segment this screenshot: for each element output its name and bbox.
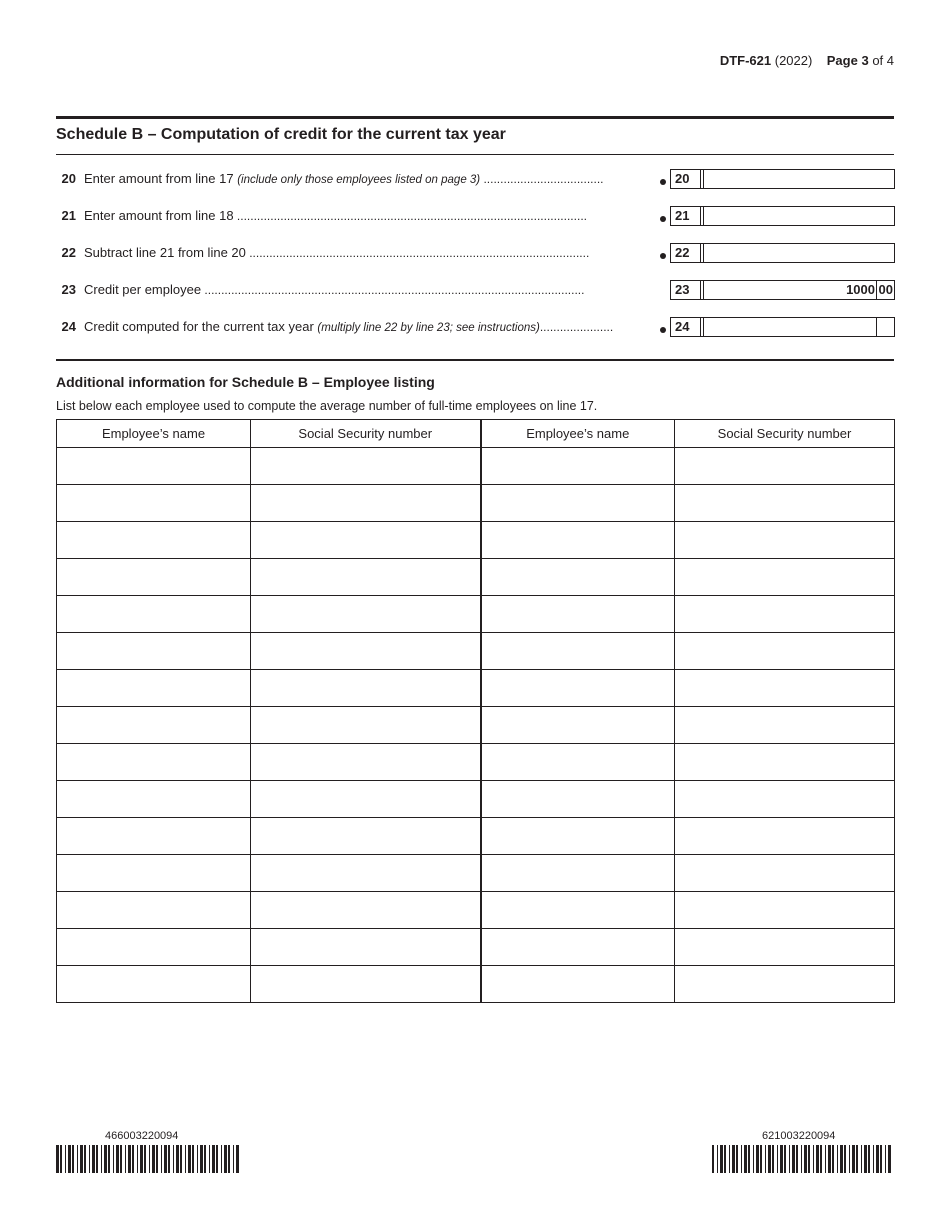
line-box-number: 22 bbox=[670, 243, 704, 263]
table-row bbox=[57, 596, 895, 633]
line-20 bbox=[56, 169, 894, 189]
barcode-bar bbox=[873, 1145, 874, 1173]
barcode-bar bbox=[108, 1145, 110, 1173]
barcode-bar bbox=[720, 1145, 723, 1173]
barcode-bar bbox=[92, 1145, 95, 1173]
employee-name-cell[interactable] bbox=[481, 485, 675, 522]
employee-name-cell[interactable] bbox=[57, 929, 251, 966]
line-22 bbox=[56, 243, 894, 263]
barcode-bar bbox=[724, 1145, 726, 1173]
barcode-bar bbox=[56, 1145, 59, 1173]
employee-name-cell[interactable] bbox=[57, 892, 251, 929]
required-bullet-icon bbox=[660, 179, 666, 185]
table-row bbox=[57, 559, 895, 596]
ssn-cell[interactable] bbox=[675, 448, 895, 485]
barcode-bar bbox=[876, 1145, 879, 1173]
barcode-bar bbox=[844, 1145, 846, 1173]
barcode-bar bbox=[832, 1145, 834, 1173]
barcode-bar bbox=[804, 1145, 807, 1173]
barcode-bar bbox=[156, 1145, 158, 1173]
barcode-bar bbox=[741, 1145, 742, 1173]
barcode-bar bbox=[228, 1145, 230, 1173]
barcode-bar bbox=[856, 1145, 858, 1173]
col-employee-name-1: Employee’s name bbox=[57, 420, 251, 448]
barcode-bar bbox=[765, 1145, 766, 1173]
ssn-cell[interactable] bbox=[251, 522, 481, 559]
barcode-bar bbox=[84, 1145, 86, 1173]
employee-name-cell[interactable] bbox=[481, 744, 675, 781]
line-number: 24 bbox=[61, 319, 76, 334]
ssn-cell[interactable] bbox=[675, 559, 895, 596]
line-description bbox=[84, 208, 660, 223]
barcode-bar bbox=[185, 1145, 186, 1173]
barcode-bar bbox=[813, 1145, 814, 1173]
barcode-bar bbox=[209, 1145, 210, 1173]
employee-name-cell[interactable] bbox=[481, 781, 675, 818]
barcode-bar bbox=[840, 1145, 843, 1173]
barcode-bar bbox=[712, 1145, 714, 1173]
ssn-cell[interactable] bbox=[675, 818, 895, 855]
ssn-cell[interactable] bbox=[251, 448, 481, 485]
barcode-bar bbox=[756, 1145, 759, 1173]
ssn-cell[interactable] bbox=[251, 670, 481, 707]
employee-name-cell[interactable] bbox=[481, 892, 675, 929]
barcode-right-image bbox=[712, 1145, 894, 1173]
barcode-bar bbox=[212, 1145, 215, 1173]
barcode-bar bbox=[864, 1145, 867, 1173]
ssn-cell[interactable] bbox=[251, 818, 481, 855]
ssn-cell[interactable] bbox=[251, 633, 481, 670]
required-bullet-icon bbox=[660, 216, 666, 222]
leader-dots: ...................................................................................................... bbox=[245, 246, 590, 260]
employee-name-cell[interactable] bbox=[57, 818, 251, 855]
ssn-cell[interactable] bbox=[251, 966, 481, 1003]
employee-name-cell[interactable] bbox=[57, 559, 251, 596]
ssn-cell[interactable] bbox=[675, 929, 895, 966]
required-bullet-icon bbox=[660, 253, 666, 259]
barcode-bar bbox=[197, 1145, 198, 1173]
barcode-bar bbox=[168, 1145, 170, 1173]
barcode-bar bbox=[880, 1145, 882, 1173]
barcode-bar bbox=[837, 1145, 838, 1173]
employee-name-cell[interactable] bbox=[57, 448, 251, 485]
line-description bbox=[84, 171, 660, 186]
ssn-cell[interactable] bbox=[675, 707, 895, 744]
employee-name-cell[interactable] bbox=[481, 670, 675, 707]
employee-name-cell[interactable] bbox=[57, 633, 251, 670]
employee-name-cell[interactable] bbox=[481, 966, 675, 1003]
barcode-bar bbox=[852, 1145, 855, 1173]
barcode-bar bbox=[104, 1145, 107, 1173]
employee-name-cell[interactable] bbox=[57, 670, 251, 707]
employee-name-cell[interactable] bbox=[481, 596, 675, 633]
ssn-cell[interactable] bbox=[251, 892, 481, 929]
barcode-bar bbox=[116, 1145, 119, 1173]
employee-name-cell[interactable] bbox=[481, 633, 675, 670]
barcode-bar bbox=[180, 1145, 182, 1173]
barcode-bar bbox=[188, 1145, 191, 1173]
employee-name-cell[interactable] bbox=[481, 448, 675, 485]
barcode-bar bbox=[216, 1145, 218, 1173]
barcode-bar bbox=[113, 1145, 114, 1173]
ssn-cell[interactable] bbox=[251, 559, 481, 596]
barcode-bar bbox=[888, 1145, 891, 1173]
col-ssn-2: Social Security number bbox=[675, 420, 895, 448]
ssn-cell[interactable] bbox=[675, 892, 895, 929]
line-description bbox=[84, 245, 660, 260]
table-row bbox=[57, 855, 895, 892]
employee-table-header bbox=[57, 420, 895, 448]
barcode-bar bbox=[885, 1145, 886, 1173]
barcode-bar bbox=[717, 1145, 718, 1173]
table-row bbox=[57, 818, 895, 855]
barcode-bar bbox=[801, 1145, 802, 1173]
employee-name-cell[interactable] bbox=[481, 559, 675, 596]
barcode-bar bbox=[72, 1145, 74, 1173]
barcode-bar bbox=[128, 1145, 131, 1173]
barcode-bar bbox=[820, 1145, 822, 1173]
barcode-bar bbox=[149, 1145, 150, 1173]
line-box-number: 23 bbox=[670, 280, 704, 300]
line-text: Credit computed for the current tax year bbox=[84, 319, 314, 334]
table-row bbox=[57, 633, 895, 670]
employee-name-cell[interactable] bbox=[57, 781, 251, 818]
barcode-bar bbox=[816, 1145, 819, 1173]
leader-dots: ......................................................................................................... bbox=[233, 209, 587, 223]
table-row bbox=[57, 966, 895, 1003]
employee-name-cell[interactable] bbox=[481, 929, 675, 966]
barcode-bar bbox=[828, 1145, 831, 1173]
barcode-bar bbox=[140, 1145, 143, 1173]
table-row bbox=[57, 744, 895, 781]
leader-dots: .................................... bbox=[480, 172, 604, 186]
employee-name-cell[interactable] bbox=[57, 966, 251, 1003]
barcode-bar bbox=[868, 1145, 870, 1173]
employee-listing-intro: List below each employee used to compute the average number of full-time employees on line 17. bbox=[56, 399, 598, 413]
barcode-bar bbox=[164, 1145, 167, 1173]
table-row bbox=[57, 929, 895, 966]
barcode-bar bbox=[760, 1145, 762, 1173]
col-ssn-1: Social Security number bbox=[251, 420, 481, 448]
ssn-cell[interactable] bbox=[675, 781, 895, 818]
employee-name-cell[interactable] bbox=[57, 485, 251, 522]
page-label: Page 3 bbox=[826, 53, 869, 68]
line-number: 23 bbox=[61, 282, 76, 297]
barcode-bar bbox=[96, 1145, 98, 1173]
form-id: DTF-621 bbox=[719, 53, 772, 68]
line-description bbox=[84, 319, 660, 334]
employee-name-cell[interactable] bbox=[57, 522, 251, 559]
barcode-bar bbox=[152, 1145, 155, 1173]
barcode-bar bbox=[120, 1145, 122, 1173]
line-20-amount-field[interactable] bbox=[700, 169, 895, 189]
section-rule-top bbox=[56, 116, 894, 119]
table-row bbox=[57, 781, 895, 818]
barcode-bar bbox=[236, 1145, 239, 1173]
ssn-cell[interactable] bbox=[251, 485, 481, 522]
employee-name-cell[interactable] bbox=[57, 855, 251, 892]
barcode-bar bbox=[861, 1145, 862, 1173]
ssn-cell[interactable] bbox=[251, 596, 481, 633]
barcode-bar bbox=[137, 1145, 138, 1173]
barcode-bar bbox=[233, 1145, 234, 1173]
ssn-cell[interactable] bbox=[675, 670, 895, 707]
table-row bbox=[57, 892, 895, 929]
amount-cents: 00 bbox=[878, 282, 893, 297]
line-text: Subtract line 21 from line 20 bbox=[84, 245, 246, 260]
leader-dots: .................................................................................................................. bbox=[201, 283, 585, 297]
leader-dots: ...................... bbox=[539, 320, 614, 334]
barcode-bar bbox=[753, 1145, 754, 1173]
table-row bbox=[57, 670, 895, 707]
employee-name-cell[interactable] bbox=[57, 744, 251, 781]
barcode-bar bbox=[744, 1145, 747, 1173]
line-24-amount-field[interactable] bbox=[700, 317, 895, 337]
line-box-number: 24 bbox=[670, 317, 704, 337]
barcode-bar bbox=[808, 1145, 810, 1173]
form-year: (2022) bbox=[774, 53, 813, 68]
barcode-left-number: 466003220094 bbox=[105, 1130, 179, 1142]
line-number: 20 bbox=[61, 171, 76, 186]
barcode-bar bbox=[192, 1145, 194, 1173]
line-box-number: 20 bbox=[670, 169, 704, 189]
form-header bbox=[720, 53, 894, 68]
ssn-cell[interactable] bbox=[251, 781, 481, 818]
barcode-bar bbox=[732, 1145, 735, 1173]
barcode-bar bbox=[60, 1145, 62, 1173]
barcode-bar bbox=[772, 1145, 774, 1173]
amount-dollars: 1000 bbox=[846, 282, 875, 297]
barcode-bar bbox=[161, 1145, 162, 1173]
line-number: 21 bbox=[61, 208, 76, 223]
section-rule-under-title bbox=[56, 154, 894, 155]
employee-listing-title: Additional information for Schedule B – Employee listing bbox=[56, 374, 435, 390]
barcode-bar bbox=[796, 1145, 798, 1173]
barcode-bar bbox=[729, 1145, 730, 1173]
line-21 bbox=[56, 206, 894, 226]
employee-table bbox=[56, 419, 895, 1003]
employee-name-cell[interactable] bbox=[481, 522, 675, 559]
barcode-bar bbox=[173, 1145, 174, 1173]
barcode-bar bbox=[736, 1145, 738, 1173]
barcode-bar bbox=[89, 1145, 90, 1173]
col-employee-name-2: Employee’s name bbox=[481, 420, 675, 448]
line-text: Enter amount from line 17 bbox=[84, 171, 234, 186]
line-number: 22 bbox=[61, 245, 76, 260]
barcode-bar bbox=[789, 1145, 790, 1173]
barcode-bar bbox=[77, 1145, 78, 1173]
line-note: (include only those employees listed on page 3) bbox=[237, 174, 481, 186]
line-box-number: 21 bbox=[670, 206, 704, 226]
barcode-bar bbox=[221, 1145, 222, 1173]
ssn-cell[interactable] bbox=[675, 633, 895, 670]
barcode-bar bbox=[101, 1145, 102, 1173]
employee-name-cell[interactable] bbox=[481, 855, 675, 892]
barcode-left-image bbox=[56, 1145, 240, 1173]
barcode-bar bbox=[777, 1145, 778, 1173]
line-text: Credit per employee bbox=[84, 282, 202, 297]
ssn-cell[interactable] bbox=[675, 596, 895, 633]
table-row bbox=[57, 485, 895, 522]
line-description bbox=[84, 282, 660, 297]
ssn-cell[interactable] bbox=[675, 855, 895, 892]
barcode-bar bbox=[768, 1145, 771, 1173]
page-of: of 4 bbox=[872, 53, 894, 68]
ssn-cell[interactable] bbox=[251, 929, 481, 966]
employee-name-cell[interactable] bbox=[481, 707, 675, 744]
line-text: Enter amount from line 18 bbox=[84, 208, 234, 223]
barcode-bar bbox=[200, 1145, 203, 1173]
line-22-amount-field[interactable] bbox=[700, 243, 895, 263]
ssn-cell[interactable] bbox=[251, 744, 481, 781]
barcode-bar bbox=[792, 1145, 795, 1173]
section-rule-bottom bbox=[56, 359, 894, 361]
line-23-amount-field[interactable] bbox=[700, 280, 895, 300]
schedule-b-title: Schedule B – Computation of credit for the current tax year bbox=[56, 126, 506, 143]
table-row bbox=[57, 448, 895, 485]
line-24 bbox=[56, 317, 894, 337]
barcode-bar bbox=[65, 1145, 66, 1173]
line-23 bbox=[56, 280, 894, 300]
employee-name-cell[interactable] bbox=[57, 707, 251, 744]
line-21-amount-field[interactable] bbox=[700, 206, 895, 226]
employee-name-cell[interactable] bbox=[57, 596, 251, 633]
barcode-right-number: 621003220094 bbox=[762, 1130, 836, 1142]
table-row bbox=[57, 707, 895, 744]
barcode-bar bbox=[144, 1145, 146, 1173]
barcode-bar bbox=[68, 1145, 71, 1173]
ssn-cell[interactable] bbox=[675, 522, 895, 559]
barcode-bar bbox=[125, 1145, 126, 1173]
ssn-cell[interactable] bbox=[675, 966, 895, 1003]
barcode-bar bbox=[784, 1145, 786, 1173]
ssn-cell[interactable] bbox=[675, 485, 895, 522]
barcode-bar bbox=[224, 1145, 227, 1173]
barcode-bar bbox=[176, 1145, 179, 1173]
barcode-bar bbox=[825, 1145, 826, 1173]
barcode-bar bbox=[748, 1145, 750, 1173]
employee-name-cell[interactable] bbox=[481, 818, 675, 855]
table-row bbox=[57, 522, 895, 559]
barcode-bar bbox=[204, 1145, 206, 1173]
ssn-cell[interactable] bbox=[251, 855, 481, 892]
barcode-bar bbox=[849, 1145, 850, 1173]
barcode-bar bbox=[132, 1145, 134, 1173]
line-note: (multiply line 22 by line 23; see instructions) bbox=[317, 322, 540, 334]
ssn-cell[interactable] bbox=[251, 707, 481, 744]
barcode-bar bbox=[80, 1145, 83, 1173]
ssn-cell[interactable] bbox=[675, 744, 895, 781]
cents-divider bbox=[876, 318, 877, 336]
barcode-bar bbox=[780, 1145, 783, 1173]
required-bullet-icon bbox=[660, 327, 666, 333]
